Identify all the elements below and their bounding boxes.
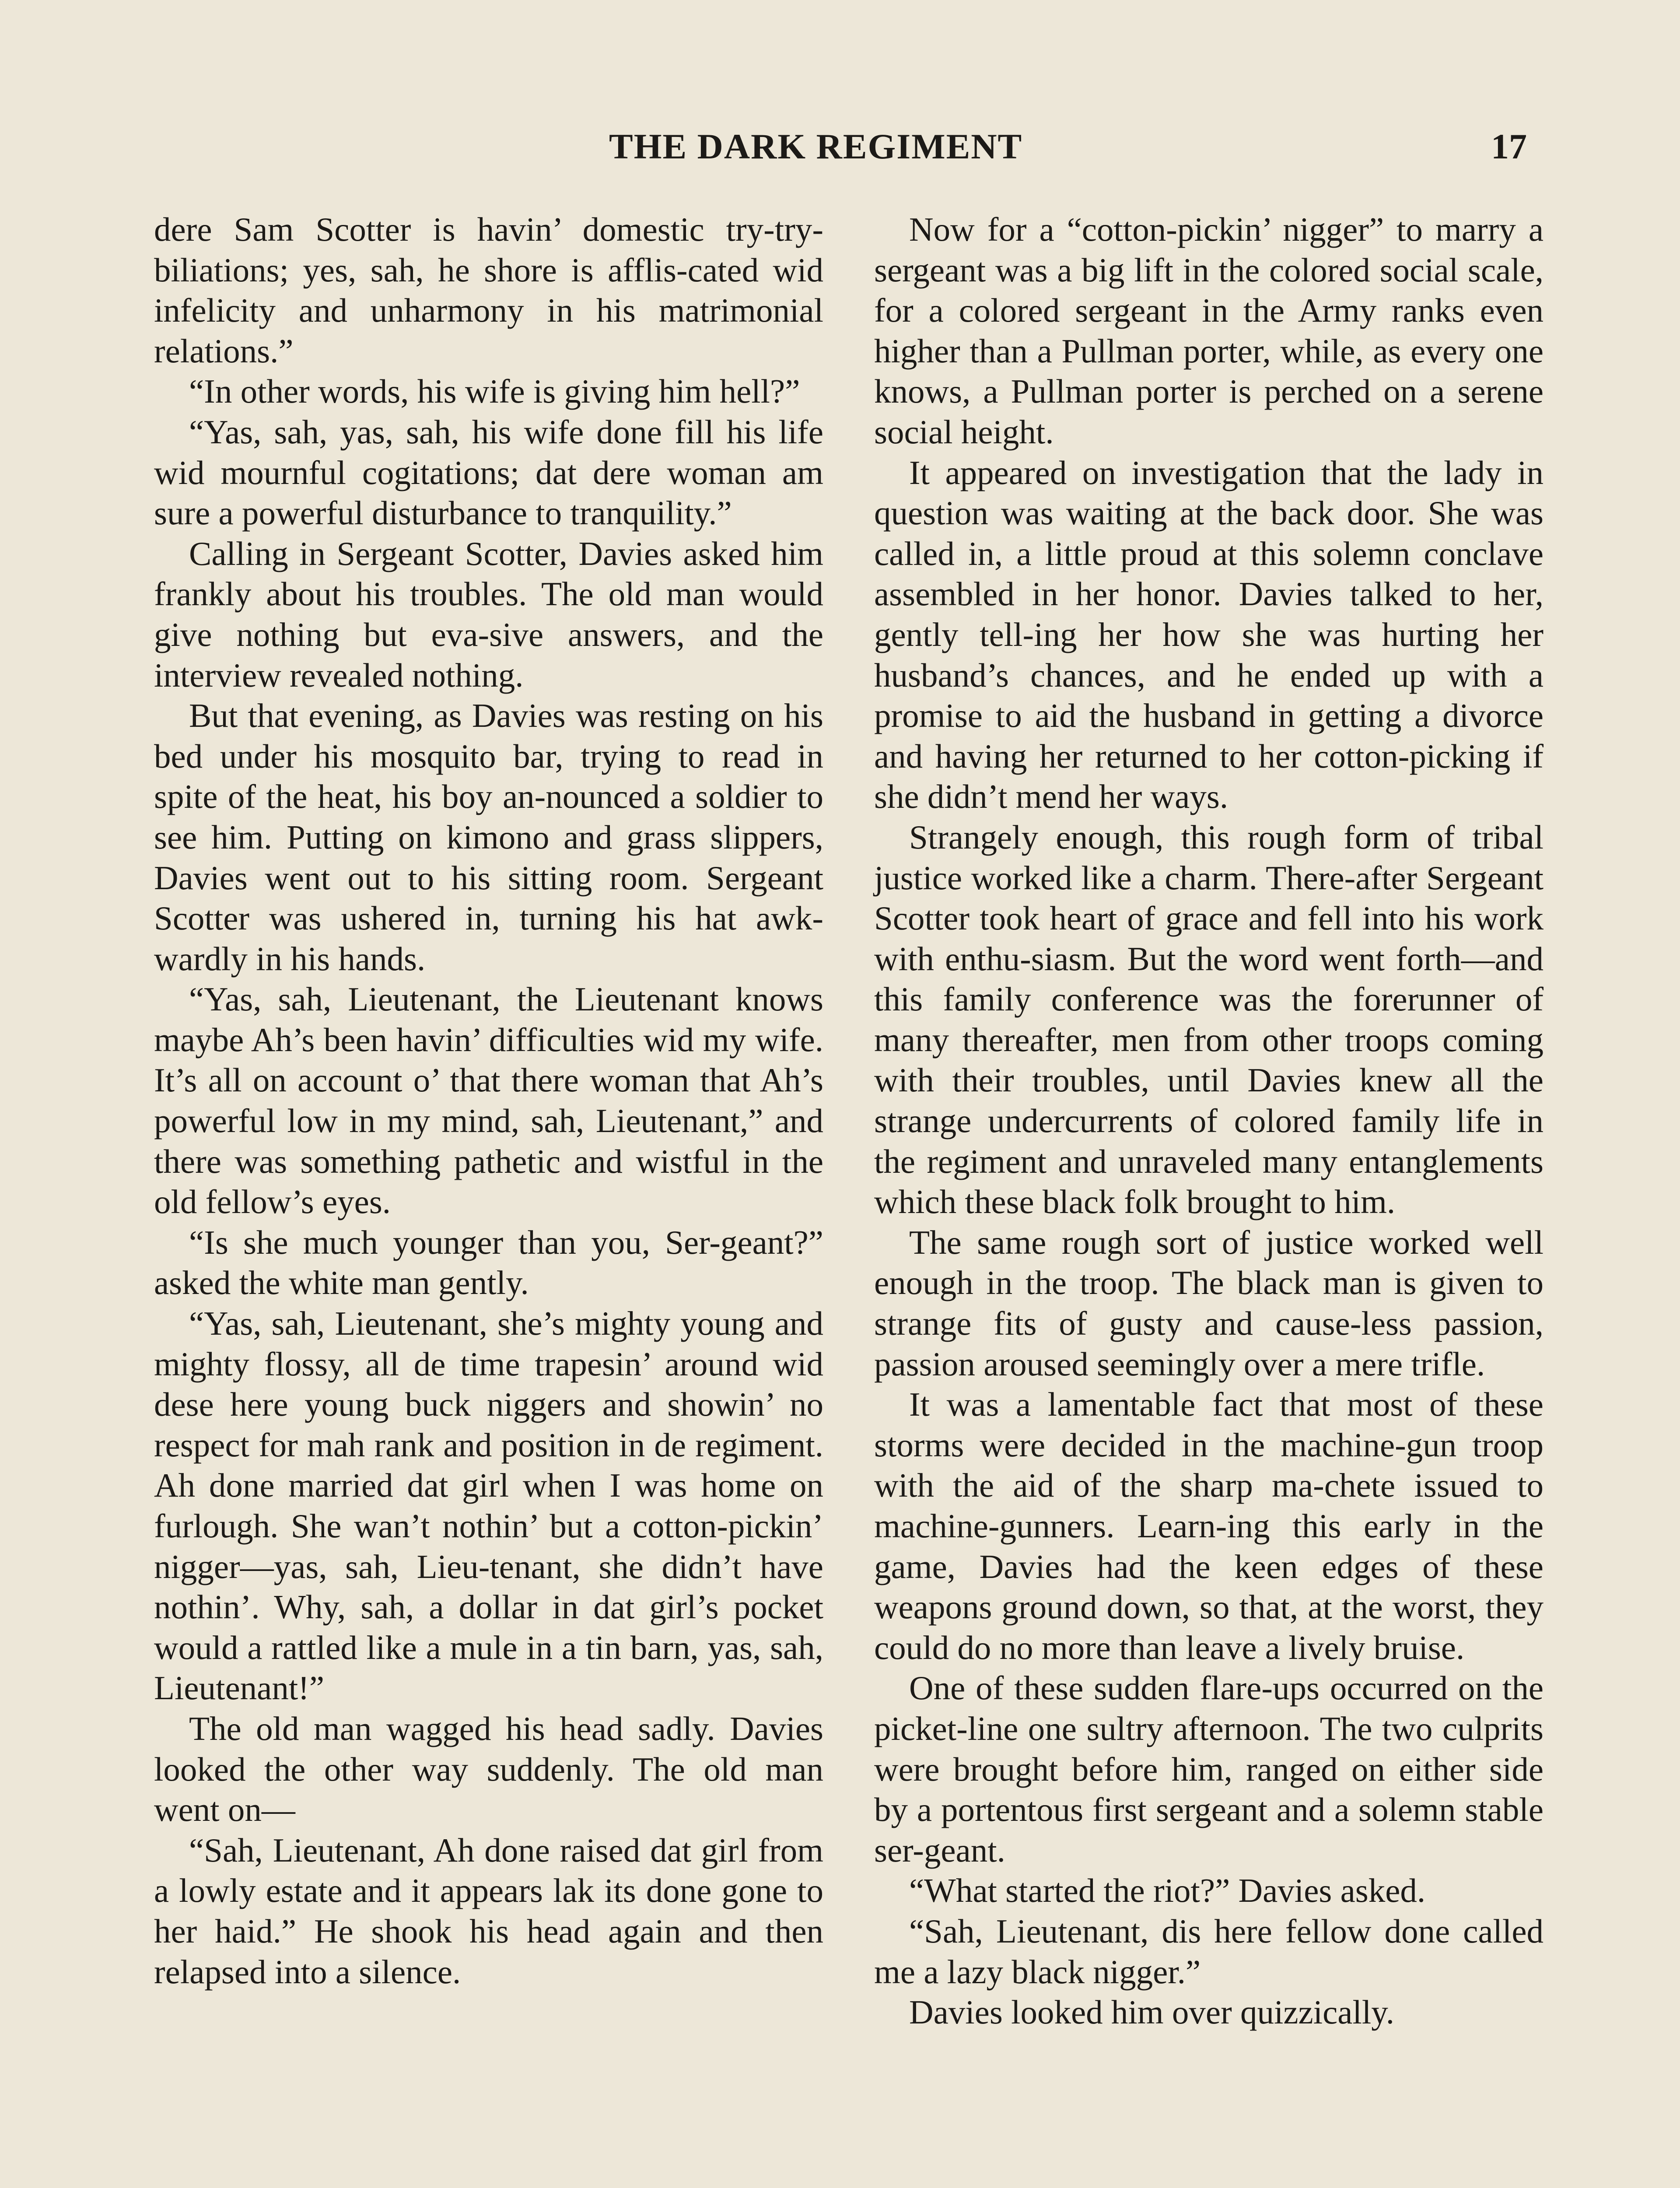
paragraph: One of these sudden flare-ups occurred on the picket-line one sultry afternoon. The two culprits were brought before him, ranged on either side by a portentous first sergeant and a solemn stable ser-geant.: [874, 1669, 1544, 1869]
paragraph: “Yas, sah, Lieutenant, she’s mighty young and mighty flossy, all de time trapesin’ around wid dese here young buck niggers and showin’ no respect for mah rank and position in de regiment. Ah done married dat girl when I was home on furlough. She wan’t nothin’ but a cotton-pickin’ nigger—yas, sah, Lieu-tenant, she didn’t have nothin’. Why, sah, a dollar in dat girl’s pocket would a rattled like a mule in a tin barn, yas, sah, Lieutenant!”: [154, 1304, 823, 1707]
paragraph: “Yas, sah, Lieutenant, the Lieutenant knows maybe Ah’s been havin’ difficulties wid my wife. It’s all on account o’ that there woman that Ah’s powerful low in my mind, sah, Lieutenant,” and there was something pathetic and wistful in the old fellow’s eyes.: [154, 980, 823, 1221]
page-number: 17: [1491, 126, 1527, 166]
paragraph: “Yas, sah, yas, sah, his wife done fill his life wid mournful cogitations; dat dere woman am sure a powerful disturbance to tranquility.”: [154, 413, 823, 532]
paragraph: “Sah, Lieutenant, dis here fellow done called me a lazy black nigger.”: [874, 1912, 1544, 1991]
paragraph: But that evening, as Davies was resting on his bed under his mosquito bar, trying to read in spite of the heat, his boy an-nounced a soldier to see him. Putting on kimono and grass slippers, Davies went out to his sitting room. Sergeant Scotter was ushered in, turning his hat awk-wardly in his hands.: [154, 697, 823, 978]
right-column: [874, 209, 1544, 2033]
paragraph: Calling in Sergeant Scotter, Davies asked him frankly about his troubles. The old man would give nothing but eva-sive answers, and the interview revealed nothing.: [154, 534, 823, 694]
paragraph: “What started the riot?” Davies asked.: [909, 1872, 1426, 1910]
running-header: [0, 125, 1680, 168]
paragraph: The same rough sort of justice worked well enough in the troop. The black man is given to strange fits of gusty and cause-less passion, passion aroused seemingly over a mere trifle.: [874, 1223, 1544, 1383]
paragraph: “Sah, Lieutenant, Ah done raised dat girl from a lowly estate and it appears lak its done gone to her haid.” He shook his head again and then relapsed into a silence.: [154, 1831, 823, 1991]
paragraph: Davies looked him over quizzically.: [909, 1993, 1395, 2031]
paragraph: Now for a “cotton-pickin’ nigger” to marry a sergeant was a big lift in the colored social scale, for a colored sergeant in the Army ranks even higher than a Pullman porter, while, as every one knows, a Pullman porter is perched on a serene social height.: [874, 210, 1544, 451]
paragraph: It was a lamentable fact that most of these storms were decided in the machine-gun troop with the aid of the sharp ma-chete issued to machine-gunners. Learn-ing this early in the game, Davies had the keen edges of these weapons ground down, so that, at the worst, they could do no more than leave a lively bruise.: [874, 1385, 1544, 1666]
paragraph: It appeared on investigation that the lady in question was waiting at the back door. She was called in, a little proud at this solemn conclave assembled in her honor. Davies talked to her, gently tell-ing her how she was hurting her husband’s chances, and he ended up with a promise to aid the husband in getting a divorce and having her returned to her cotton-picking if she didn’t mend her ways.: [874, 453, 1544, 816]
paragraph: The old man wagged his head sadly. Davies looked the other way suddenly. The old man went on—: [154, 1709, 823, 1829]
running-title: THE DARK REGIMENT: [609, 126, 1023, 166]
paragraph: “Is she much younger than you, Ser-geant?” asked the white man gently.: [154, 1223, 823, 1302]
paragraph: “In other words, his wife is giving him hell?”: [189, 372, 800, 410]
paragraph: Strangely enough, this rough form of tribal justice worked like a charm. There-after Sergeant Scotter took heart of grace and fell into his work with enthu-siasm. But the word went forth—and this family conference was the forerunner of many thereafter, men from other troops coming with their troubles, until Davies knew all the strange undercurrents of colored family life in the regiment and unraveled many entanglements which these black folk brought to him.: [874, 818, 1544, 1221]
left-column: [154, 209, 823, 1992]
paragraph: dere Sam Scotter is havin’ domestic try-try-biliations; yes, sah, he shore is afflis-cated wid infelicity and unharmony in his matrimonial relations.”: [154, 210, 823, 370]
